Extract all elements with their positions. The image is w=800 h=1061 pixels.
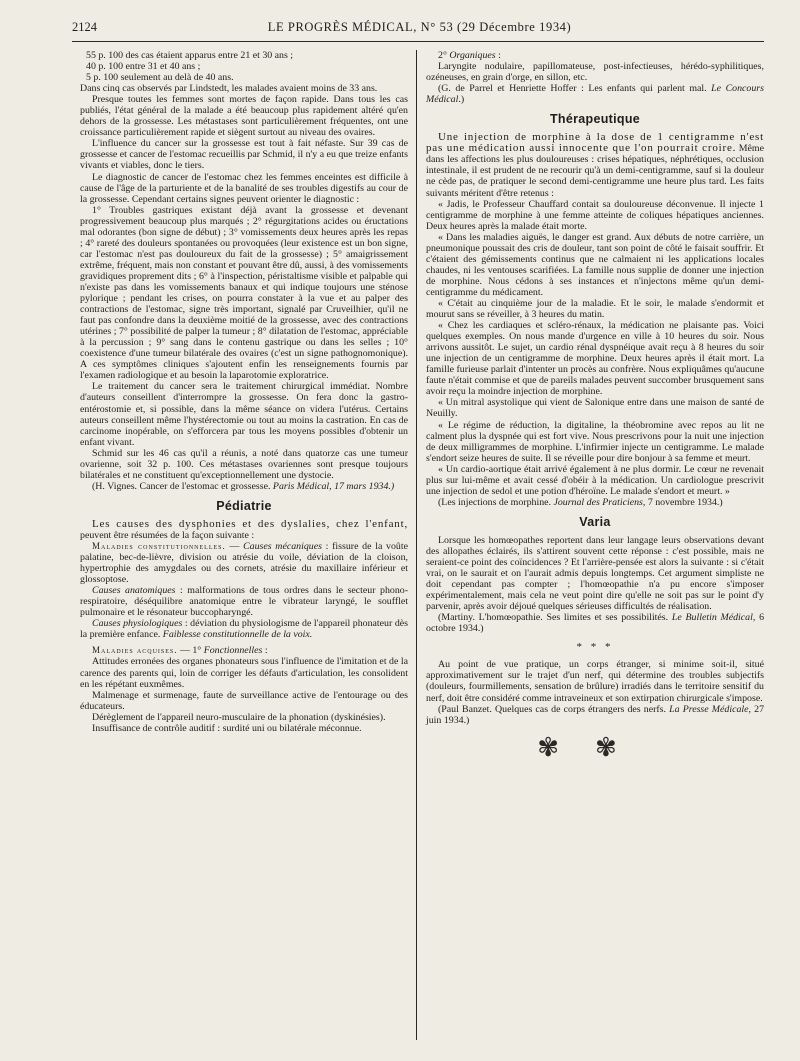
paragraph: Malmenage et surmenage, faute de surveillance active de l'entourage ou des éducateurs.: [80, 689, 408, 712]
citation: (Les injections de morphine. Journal des Praticiens, 7 novembre 1934.): [438, 496, 723, 508]
paragraph: Laryngite nodulaire, papillomateuse, post-infectieuses, hérédo-syphilitiques, ozéneuses, en grain d'orge, en sillon, etc.: [426, 61, 764, 84]
paragraph: Au point de vue pratique, un corps étranger, si minime soit-il, situé approximativement sur le trajet d'un nerf, qui détermine des troubles subjectifs (douleurs, fourmillements, sensation de brûlure) irradiés dans le territoire sensitif du nerf, doit être considéré comme intraveineux et son extirpation chirurgicale s'impose.: [426, 659, 764, 704]
right-column: [426, 50, 764, 1041]
paragraph: Presque toutes les femmes sont mortes de façon rapide. Dans tous les cas publiés, l'état général de la malade a été beaucoup plus rapidement altéré qu'en dehors de la grossesse. Les métastases sont particulièrement fréquentes, ont une croissance particulièrement rapide et siègent surtout au niveau des ovaires.: [80, 94, 408, 139]
page-number: 2124: [72, 20, 97, 34]
citation: (H. Vignes. Cancer de l'estomac et grossesse. Paris Médical, 17 mars 1934.): [92, 480, 395, 492]
paragraph: Causes anatomiques : malformations de tous ordres dans le secteur phono-respiratoire, déséquilibre anatomique entre le vibrateur laryngé, le soufflet pulmonaire et le résonateur buccopharyngé.: [80, 585, 409, 619]
column-divider: [416, 50, 417, 1040]
paragraph: « Le régime de réduction, la digitaline, la théobromine avec repos au lit ne calment plus la dyspnée qui est fort vive. Nous prescrivons pour la nuit une injection de deux milligrammes de morphine. L'infirmier injecte un centigramme. Le malade s'endort seize heures de suite. Il se réveille pour dire bonjour à sa femme et meurt.: [426, 419, 764, 464]
paragraph: L'influence du cancer sur la grossesse est tout à fait néfaste. Sur 39 cas de grossesse et cancer de l'estomac recueillis par Schmid, il n'y a eu que treize enfants vivants et viables, donc le tiers.: [80, 138, 408, 172]
paragraph: Dans cinq cas observés par Lindstedt, les malades avaient moins de 33 ans.: [80, 83, 378, 95]
paragraph: « Un cardio-aortique était arrivé également à ne plus dormir. Le cœur ne revenait plus sur lui-même et avait cessé d'obéir à la médication. Un cardiologue prescrivit une injection de sedol et une potion d'héroïne. Le malade s'endort et meurt. »: [426, 463, 764, 497]
running-header: [72, 20, 764, 42]
paragraph: Attitudes erronées des organes phonateurs sous l'influence de l'imitation et de la carence des parents qui, loin de corriger les défauts d'articulation, les consolident en les répétant euxmêmes.: [80, 656, 408, 690]
section-separator-stars: * * *: [576, 641, 614, 654]
citation: (G. de Parrel et Henriette Hoffer : Les enfants qui parlent mal. Le Concours Médical.): [426, 83, 764, 106]
paragraph: « Jadis, le Professeur Chauffard contait sa douloureuse déconvenue. Il injecte 1 centigramme de morphine à une femme atteinte de coliques hépatiques anciennes. Deux heures après la malade était morte.: [426, 198, 764, 232]
paragraph: Maladies constitutionnelles. — Causes mécaniques : fissure de la voûte palatine, bec-de-lièvre, division ou atrésie du voile, déviation de la cloison, hypertrophie des amygdales ou des cornets, atrésie du maxillaire inférieur et glossoptose.: [80, 541, 408, 586]
paragraph: « C'était au cinquième jour de la maladie. Et le soir, le malade s'endormit et mourut sans se réveiller, à 3 heures du matin.: [426, 297, 764, 321]
paragraph: Une injection de morphine à la dose de 1 centigramme n'est pas une médication aussi innocente que l'on pourrait croire. Même dans les affections les plus douloureuses : crises hépatiques, néphrétiques, occlusion intestinale, il est prudent de ne recourir qu'à un demi-centigramme, sauf si la douleur ne cède pas, de pratiquer le second demi-centigramme une heure plus tard. Les faits suivants méritent d'être retenus :: [426, 131, 764, 199]
paragraph: « Chez les cardiaques et scléro-rénaux, la médication ne plaisante pas. Voici quelques exemples. On nous mande d'urgence en ville à 10 heures du soir. Nous arrivons aussitôt. Le sujet, un cardio rénal dyspnéique avait reçu à 8 heures du soir une injection de un centigramme de morphine. Deux heures après il était mort. La famille furieuse parlait d'intenter un procès au confrère. Nous expliquâmes qu'aucune faute n'était commise et que de pareils malades peuvent succomber brusquement sans avoir reçu la moindre injection de morphine.: [426, 320, 764, 398]
paragraph: 1° Troubles gastriques existant déjà avant la grossesse et devenant progressivement beaucoup plus marqués ; 2° régurgitations acides ou éructations mal odorantes (bon signe de début) ; 3° vomissements deux heures après les repas ; 4° rareté des douleurs spontanées ou provoquées (leur existence est un bon signe, car l'estomac n'est pas douloureux du fait de la grossesse) ; 5° amaigrissement extrême, fréquent, mais non constant et pouvant être dû, aussi, à des vomissements gravidiques proprement dits ; 6° à l'inspection, péristaltisme visible et palpable qui n'existe pas dans les vomissements banaux et qui indique toujours une sténose pylorique ; pendant les crises, on pourra constater à la vue et au palper des contractions de l'estomac, signe très important, signalé par Cruveilhier, qu'il ne faut pas confondre dans la deuxième moitié de la grossesse, avec des contractions utérines ; 7° possibilité de palper la tumeur ; 8° dilatation de l'estomac, appréciable à la percussion ; 9° sang dans le contenu gastrique ou dans les selles ; 10° coexistence d'une tumeur bilatérale des ovaires (c'est un signe pathognomonique). A ces symptômes cliniques s'ajoutent enfin les renseignements fournis par l'examen radiologique et au besoin la laparotomie exploratrice.: [80, 204, 408, 382]
paragraph: Insuffisance de contrôle auditif : surdité uni ou bilatérale méconnue.: [92, 722, 362, 734]
citation: (Martiny. L'homœopathie. Ses limites et ses possibilités. Le Bulletin Médical, 6 octobre 1934.): [426, 612, 765, 635]
paragraph: 5 p. 100 seulement au delà de 40 ans.: [86, 72, 234, 84]
paragraph: Le traitement du cancer sera le traitement chirurgical immédiat. Nombre d'auteurs conseillent d'interrompre la grossesse. On fera donc la gastro-entérostomie et, si possible, dans la même séance on videra l'utérus. Certains auteurs conseillent même l'hystérectomie ou tout au moins la castration. En cas de carcinome inopérable, on s'efforcera par tous les moyens possibles d'obtenir un enfant vivant.: [80, 381, 408, 448]
section-heading: Thérapeutique: [549, 112, 641, 127]
left-column: [80, 50, 408, 1041]
section-heading: Varia: [579, 514, 611, 529]
fleuron-icon: ✾: [595, 732, 653, 762]
paragraph: Dérèglement de l'appareil neuro-musculaire de la phonation (dyskinésies).: [92, 711, 386, 723]
fleuron-icon: ✾: [537, 732, 595, 762]
paragraph: Le diagnostic de cancer de l'estomac chez les femmes enceintes est difficile à cause de l'âge de la parturiente et de la banalité de ses troubles digestifs au cour de la grossesse. Cependant certains signes peuvent orienter le diagnostic :: [80, 171, 408, 205]
paragraph: Schmid sur les 46 cas qu'il a réunis, a noté dans quatorze cas une tumeur ovarienne, soit 32 p. 100. Ces métastases ovariennes sont presque toujours bilatérales et ne constituent qu'exceptionnellement une dystocie.: [80, 447, 408, 481]
journal-title: LE PROGRÈS MÉDICAL, N° 53 (29 Décembre 1934): [267, 20, 572, 34]
section-heading: Pédiatrie: [216, 498, 272, 513]
ornaments: [426, 732, 764, 762]
paragraph: 40 p. 100 entre 31 et 40 ans ;: [86, 61, 201, 73]
paragraph: Causes physiologiques : déviation du physiologisme de l'appareil phonateur dès la première enfance. Faiblesse constitutionnelle de la voix.: [80, 618, 408, 641]
paragraph: « Dans les maladies aiguës, le danger est grand. Aux débuts de notre carrière, un pneumonique poussait des cris de douleur, tant son point de côté le faisait souffrir. Et c'étaient des gémissements continus que ne calmaient ni les applications locales chaudes, ni les ventouses scarifiées. La famille nous supplie de donner une injection de morphine. Nous cédons à ses instances et n'injectons même qu'un demi-centigramme du médicament.: [426, 231, 764, 298]
paragraph: 55 p. 100 des cas étaient apparus entre 21 et 30 ans ;: [86, 50, 294, 61]
citation: (Paul Banzet. Quelques cas de corps étrangers des nerfs. La Presse Médicale, 27 juin 1934.): [426, 703, 765, 726]
paragraph: Les causes des dysphonies et des dyslalies, chez l'enfant, peuvent être résumées de la façon suivante :: [80, 517, 408, 541]
paragraph: Lorsque les homœopathes reportent dans leur langage leurs observations devant des allopathes éclairés, ils s'attirent souvent cette réponse : c'est possible, mais ne seraient-ce point des coïncidences ? Et l'arrière-pensée est alors la suivante : si c'était vrai, on le saurait et on l'aurait admis depuis longtemps. Cet argument simpliste ne doit cependant pas compter ; l'homœopathie n'a pu encore s'imposer expérimentalement, mais cela ne veut point dire qu'elle ne soit pas sur le point d'y parvenir, après avoir déjoué quelques sérieuses difficultés de réalisation.: [426, 534, 764, 613]
paragraph: 2° Organiques :: [438, 50, 501, 61]
paragraph: Maladies acquises. — 1° Fonctionnelles :: [92, 645, 268, 657]
paragraph: « Un mitral asystolique qui vient de Salonique entre dans une maison de santé de Neuilly.: [426, 397, 764, 420]
